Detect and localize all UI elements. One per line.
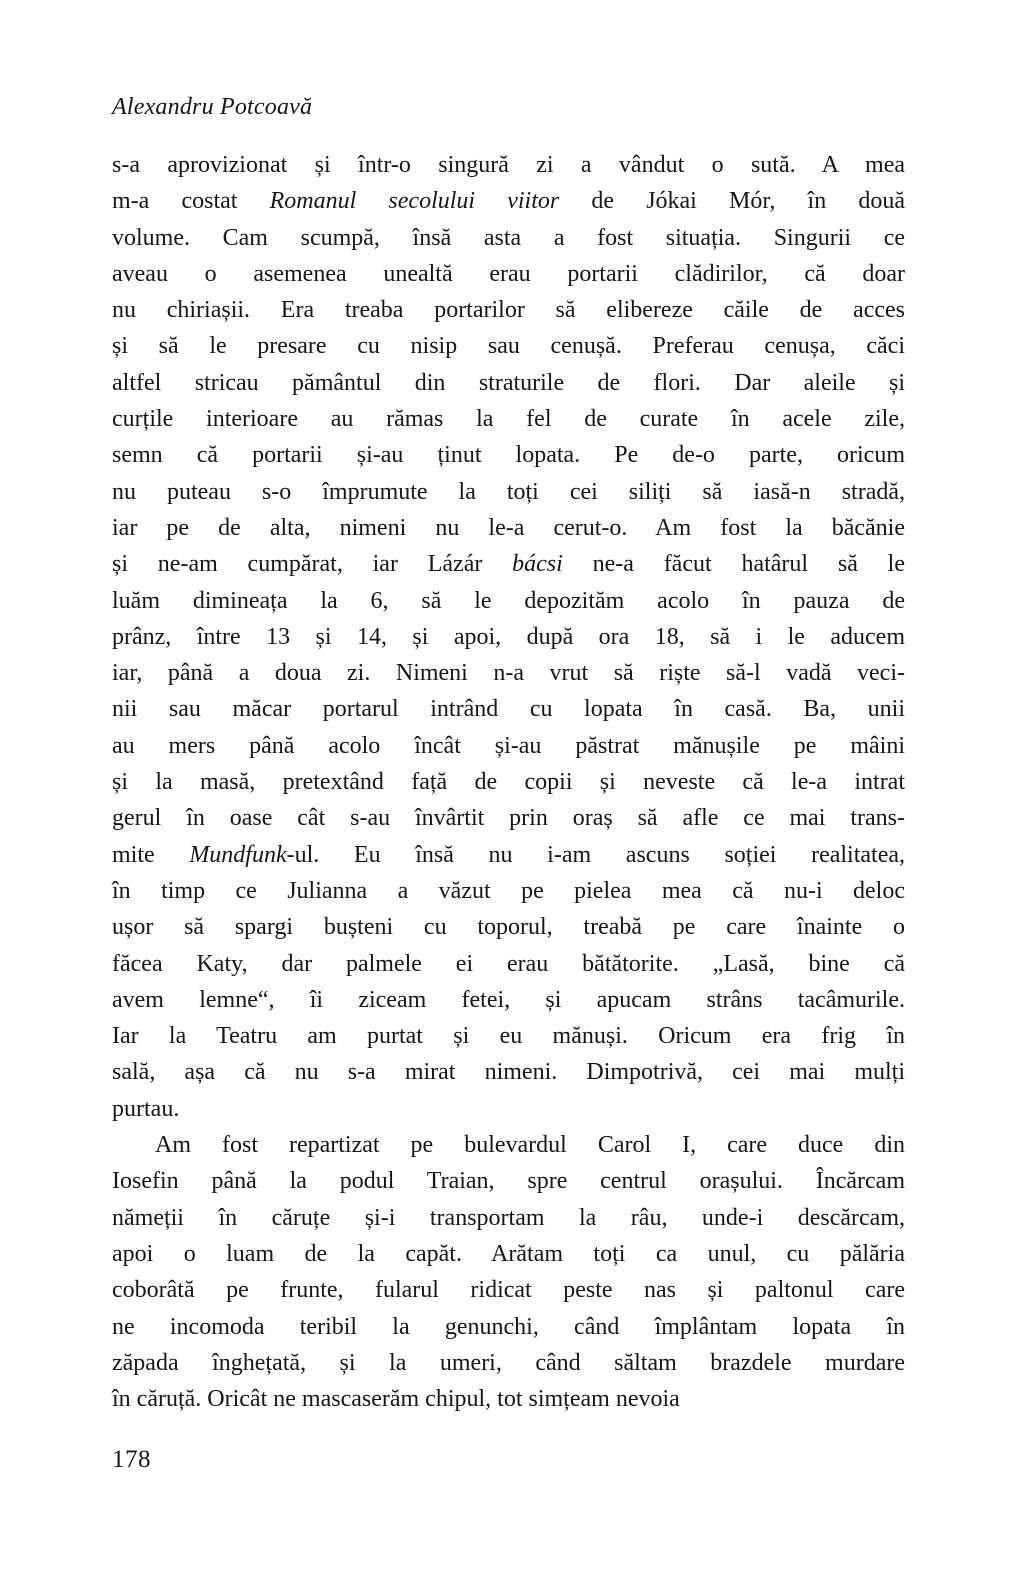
text-line: iar pe de alta, nimeni nu le-a cerut-o. Am fost la băcănie: [112, 514, 905, 541]
text-line: volume. Cam scumpă, însă asta a fost situația. Singurii ce: [112, 224, 905, 251]
text-line: aveau o asemenea unealtă erau portarii clădirilor, că doar: [112, 260, 905, 287]
text-line: coborâtă pe frunte, fularul ridicat peste nas și paltonul care: [112, 1277, 905, 1304]
text-line: făcea Katy, dar palmele ei erau bătătorite. „Lasă, bine că: [112, 950, 905, 977]
running-header-author: Alexandru Potcoavă: [112, 94, 313, 120]
text-line: purtau.: [112, 1095, 180, 1122]
text-line: nu puteau s-o împrumute la toți cei siliți să iasă-n stradă,: [112, 478, 905, 505]
text-line: avem lemne“, îi ziceam fetei, și apucam strâns tacâmurile.: [112, 986, 905, 1013]
text-line: Iar la Teatru am purtat și eu mănuși. Oricum era frig în: [112, 1023, 905, 1050]
text-line: prânz, între 13 și 14, și apoi, după ora 18, să i le aducem: [112, 623, 905, 650]
text-line: curțile interioare au rămas la fel de curate în acele zile,: [112, 406, 905, 433]
text-line: s-a aprovizionat și într-o singură zi a vândut o sută. A mea: [112, 152, 905, 178]
text-line: m-a costat Romanul secolului viitor de Jókai Mór, în două: [112, 188, 906, 215]
text-line: semn că portarii și-au ținut lopata. Pe de-o parte, oricum: [112, 442, 905, 469]
text-line: nii sau măcar portarul intrând cu lopata în casă. Ba, unii: [112, 696, 905, 723]
text-line: gerul în oase cât s-au învârtit prin oraș să afle ce mai trans-: [112, 805, 905, 832]
text-line: mite Mundfunk-ul. Eu însă nu i-am ascuns soției realitatea,: [112, 841, 906, 868]
text-line: ne incomoda teribil la genunchi, când împlântam lopata în: [112, 1313, 905, 1340]
text-line: în căruță. Oricât ne mascaserăm chipul, tot simțeam nevoia: [112, 1386, 680, 1413]
paragraph: [112, 147, 905, 1127]
text-line: și la masă, pretextând față de copii și neveste că le-a intrat: [112, 769, 905, 796]
text-line: nămeții în căruțe și-i transportam la râu, unde-i descărcam,: [112, 1204, 905, 1231]
text-line: au mers până acolo încât și-au păstrat mănușile pe mâini: [112, 732, 905, 759]
paragraph: [112, 1127, 905, 1417]
text-line: luăm dimineața la 6, să le depozităm acolo în pauza de: [112, 587, 905, 614]
text-line: și ne-am cumpărat, iar Lázár bácsi ne-a făcut hatârul să le: [112, 551, 905, 578]
text-line: altfel stricau pământul din straturile de flori. Dar aleile și: [112, 369, 905, 396]
text-line: nu chiriașii. Era treaba portarilor să elibereze căile de acces: [112, 297, 905, 324]
text-line: zăpada înghețată, și la umeri, când săltam brazdele murdare: [112, 1349, 905, 1376]
page-number: 178: [112, 1446, 151, 1473]
text-line: Am fost repartizat pe bulevardul Carol I, care duce din: [155, 1132, 905, 1159]
text-line: ușor să spargi bușteni cu toporul, treabă pe care înainte o: [112, 914, 905, 941]
body-text: [112, 147, 905, 1417]
text-line: iar, până a doua zi. Nimeni n-a vrut să riște să-l vadă veci-: [112, 660, 905, 687]
text-line: în timp ce Julianna a văzut pe pielea mea că nu-i deloc: [112, 877, 905, 904]
text-line: apoi o luam de la capăt. Arătam toți ca unul, cu pălăria: [112, 1240, 905, 1267]
text-line: și să le presare cu nisip sau cenușă. Preferau cenușa, căci: [112, 333, 905, 360]
text-line: Iosefin până la podul Traian, spre centrul orașului. Încărcam: [112, 1168, 905, 1195]
text-line: sală, așa că nu s-a mirat nimeni. Dimpotrivă, cei mai mulți: [112, 1059, 905, 1086]
